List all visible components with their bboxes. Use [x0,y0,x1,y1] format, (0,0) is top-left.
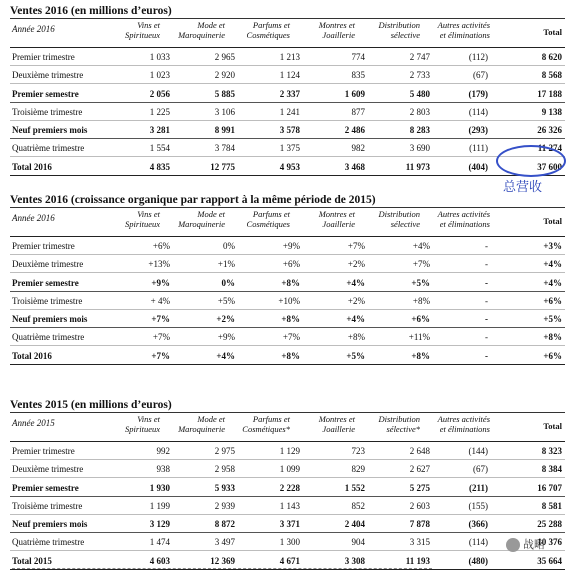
table-cell: - [485,259,488,269]
table-row [10,328,565,346]
table-cell: 35 664 [537,556,562,566]
table-row [10,237,565,255]
table-cell: +6% [411,314,430,324]
table-row [10,121,565,139]
table-cell: +8% [543,332,562,342]
table-cell: - [485,241,488,251]
table-cell: 1 033 [149,52,170,62]
table-cell: 2 803 [409,107,430,117]
table-cell: 2 965 [214,52,235,62]
watermark [506,536,545,552]
table-cell: (211) [469,483,488,493]
column-header-c5: Distribution sélective* [378,414,420,434]
table-cell: +7% [151,351,170,361]
table-cell: 1 099 [279,464,300,474]
row-label: Premier semestre [12,483,79,493]
table-cell: +2% [347,259,365,269]
table-cell: 8 581 [541,501,562,511]
table-cell: +6% [543,351,562,361]
table-cell: 3 690 [409,143,430,153]
table-cell: (293) [468,125,488,135]
column-header-c5: Distribution sélective [378,20,420,40]
sales-2015-table [10,412,565,570]
column-header-c3: Parfums et Cosmétiques [246,20,290,40]
growth-2016-section [10,193,565,365]
table-cell: (155) [468,501,488,511]
row-label: Premier trimestre [12,52,75,62]
table-cell: 0% [223,241,235,251]
table-cell: 5 275 [409,483,430,493]
table-cell: 1 554 [149,143,170,153]
table-cell: +4% [346,278,365,288]
table-cell: 5 933 [214,483,235,493]
table-cell: 2 603 [409,501,430,511]
table-row [10,533,565,551]
table-cell: +6% [282,259,300,269]
table-cell: (179) [468,89,488,99]
table-cell: 25 288 [537,519,562,529]
row-label: Quatrième trimestre [12,143,85,153]
table-cell: 877 [351,107,365,117]
table-cell: 1 213 [279,52,300,62]
row-label: Troisième trimestre [12,107,83,117]
table-cell: 8 991 [214,125,235,135]
table-cell: +5% [346,351,365,361]
table-cell: (404) [468,162,488,172]
table-cell: +5% [543,314,562,324]
table-cell: 11 274 [537,143,562,153]
table-cell: 1 225 [149,107,170,117]
table-cell: +8% [412,296,430,306]
table-row [10,255,565,273]
table-cell: 3 106 [214,107,235,117]
row-label: Quatrième trimestre [12,537,85,547]
table-cell: 1 552 [344,483,365,493]
column-header-c3: Parfums et Cosmétiques* [242,414,290,434]
table-cell: 774 [351,52,365,62]
table-cell: 4 671 [279,556,300,566]
column-header-c5: Distribution sélective [378,209,420,229]
table-cell: 9 138 [541,107,562,117]
table-cell: 4 835 [149,162,170,172]
footnote-divider [12,568,432,573]
table-cell: +4% [543,278,562,288]
table-row [10,292,565,310]
table-cell: + 4% [150,296,170,306]
table-cell: 0% [221,278,235,288]
table-cell: +8% [347,332,365,342]
table-cell: +7% [282,332,300,342]
sales-2015-section [10,398,565,570]
table-cell: (114) [468,537,488,547]
table-cell: 11 193 [405,556,430,566]
table-cell: 829 [351,464,365,474]
row-label: Total 2016 [12,162,52,172]
total-highlight-circle [496,145,566,177]
table-cell: 8 283 [409,125,430,135]
table-row [10,310,565,328]
table-cell: +2% [347,296,365,306]
row-label: Deuxième trimestre [12,259,84,269]
table-cell: - [485,314,488,324]
table-cell: (114) [468,107,488,117]
table-cell: 1 241 [279,107,300,117]
column-header-c7: Total [543,216,562,226]
table-cell: 2 648 [409,446,430,456]
table-cell: 8 323 [541,446,562,456]
table-cell: - [485,296,488,306]
year-label: Année 2016 [12,24,55,34]
row-label: Total 2015 [12,556,52,566]
table-cell: - [485,351,488,361]
column-header-c1: Vins et Spiritueux [125,414,160,434]
table-cell: 3 308 [344,556,365,566]
column-header-c6: Autres activités et éliminations [437,20,490,40]
table-cell: 10 376 [537,537,562,547]
table-cell: 3 129 [149,519,170,529]
table-cell: +5% [411,278,430,288]
column-header-c4: Montres et Joaillerie [318,20,355,40]
row-label: Premier semestre [12,278,79,288]
table-cell: +4% [346,314,365,324]
row-label: Neuf premiers mois [12,125,88,135]
table-cell: (144) [468,446,488,456]
row-label: Premier semestre [12,89,79,99]
column-header-c6: Autres activités et éliminations [437,414,490,434]
sales-2016-section [10,4,565,176]
table-cell: 2 939 [214,501,235,511]
row-label: Troisième trimestre [12,501,83,511]
table-cell: 1 375 [279,143,300,153]
table-cell: 4 953 [279,162,300,172]
column-header-c1: Vins et Spiritueux [125,20,160,40]
table-cell: +5% [217,296,235,306]
table-cell: 723 [351,446,365,456]
year-label: Année 2015 [12,418,55,428]
table-cell: +10% [278,296,300,306]
table-cell: +8% [281,351,300,361]
table-cell: +6% [152,241,170,251]
table-cell: (111) [469,143,488,153]
table-cell: 1 609 [344,89,365,99]
table-header [10,413,565,442]
table-cell: +7% [347,241,365,251]
table-cell: (67) [473,70,488,80]
column-header-c1: Vins et Spiritueux [125,209,160,229]
table-header [10,208,565,237]
table-cell: 1 199 [149,501,170,511]
table-cell: +4% [216,351,235,361]
year-label: Année 2016 [12,213,55,223]
section-title: Ventes 2016 (en millions d’euros) [10,5,172,17]
table-cell: +7% [151,314,170,324]
table-cell: 8 384 [541,464,562,474]
row-label: Quatrième trimestre [12,332,85,342]
table-cell: 982 [351,143,365,153]
table-cell: 3 371 [279,519,300,529]
row-label: Premier trimestre [12,446,75,456]
table-cell: 904 [351,537,365,547]
table-cell: +8% [281,314,300,324]
growth-2016-table [10,207,565,365]
table-cell: 2 958 [214,464,235,474]
table-cell: 1 143 [279,501,300,511]
table-cell: 852 [351,501,365,511]
row-label: Total 2016 [12,351,52,361]
table-cell: 4 603 [149,556,170,566]
column-header-c6: Autres activités et éliminations [437,209,490,229]
table-cell: 3 784 [214,143,235,153]
table-cell: +1% [217,259,235,269]
table-header [10,19,565,48]
row-label: Deuxième trimestre [12,70,84,80]
column-header-c2: Mode et Maroquinerie [178,20,225,40]
table-row [10,442,565,460]
sales-2016-table [10,18,565,176]
table-cell: 2 733 [409,70,430,80]
table-cell: 1 474 [149,537,170,547]
table-cell: (67) [473,464,488,474]
row-label: Neuf premiers mois [12,519,88,529]
table-cell: +9% [217,332,235,342]
column-header-c7: Total [543,421,562,431]
table-cell: 1 930 [149,483,170,493]
table-cell: (112) [468,52,488,62]
table-cell: 2 404 [344,519,365,529]
table-cell: 1 300 [279,537,300,547]
table-cell: +8% [281,278,300,288]
column-header-c2: Mode et Maroquinerie [178,414,225,434]
table-cell: 16 707 [537,483,562,493]
row-label: Troisième trimestre [12,296,83,306]
table-cell: 3 315 [409,537,430,547]
table-cell: 2 056 [149,89,170,99]
table-cell: 37 600 [537,162,562,172]
table-row [10,66,565,84]
table-cell: - [485,278,488,288]
table-cell: 5 885 [214,89,235,99]
table-cell: 8 620 [541,52,562,62]
table-cell: 3 468 [344,162,365,172]
table-cell: 8 568 [541,70,562,80]
wechat-icon [506,538,520,552]
table-cell: +11% [408,332,430,342]
row-label: Neuf premiers mois [12,314,88,324]
table-cell: 2 228 [279,483,300,493]
table-cell: 2 747 [409,52,430,62]
section-title: Ventes 2016 (croissance organique par rapport à la même période de 2015) [10,194,376,206]
table-cell: 8 872 [214,519,235,529]
column-header-c3: Parfums et Cosmétiques [246,209,290,229]
table-cell: +7% [412,259,430,269]
table-cell: 2 627 [409,464,430,474]
column-header-c7: Total [543,27,562,37]
table-cell: 1 124 [279,70,300,80]
table-row [10,478,565,497]
table-cell: 2 975 [214,446,235,456]
table-cell: 1 023 [149,70,170,80]
table-cell: +7% [152,332,170,342]
table-cell: +6% [543,296,562,306]
table-row [10,346,565,365]
table-cell: +3% [543,241,562,251]
table-cell: 26 326 [537,125,562,135]
table-cell: 3 578 [279,125,300,135]
table-cell: +4% [543,259,562,269]
table-row [10,157,565,176]
table-cell: 2 486 [344,125,365,135]
table-cell: 11 973 [405,162,430,172]
table-cell: 1 129 [279,446,300,456]
table-cell: +9% [151,278,170,288]
table-row [10,103,565,121]
table-row [10,139,565,157]
table-cell: 12 775 [210,162,235,172]
table-cell: +4% [412,241,430,251]
table-row [10,497,565,515]
table-cell: 992 [156,446,170,456]
table-cell: 3 281 [149,125,170,135]
table-cell: (366) [468,519,488,529]
table-cell: 2 337 [279,89,300,99]
table-cell: 835 [351,70,365,80]
table-cell: +13% [148,259,170,269]
table-cell: 3 497 [214,537,235,547]
table-row [10,84,565,103]
table-cell: - [485,332,488,342]
table-cell: 2 920 [214,70,235,80]
table-row [10,48,565,66]
table-cell: 5 480 [409,89,430,99]
table-cell: 17 188 [537,89,562,99]
table-cell: 12 369 [210,556,235,566]
annotation-total-revenue: 总营收 [503,180,543,195]
column-header-c4: Montres et Joaillerie [318,209,355,229]
table-cell: 938 [156,464,170,474]
watermark-text: 战略 [523,538,545,551]
table-cell: +8% [411,351,430,361]
column-header-c4: Montres et Joaillerie [318,414,355,434]
row-label: Deuxième trimestre [12,464,84,474]
section-title: Ventes 2015 (en millions d’euros) [10,399,172,411]
table-cell: 7 878 [409,519,430,529]
column-header-c2: Mode et Maroquinerie [178,209,225,229]
table-row [10,273,565,292]
table-row [10,515,565,533]
table-cell: +9% [282,241,300,251]
table-cell: (480) [468,556,488,566]
table-row [10,460,565,478]
table-cell: +2% [216,314,235,324]
row-label: Premier trimestre [12,241,75,251]
